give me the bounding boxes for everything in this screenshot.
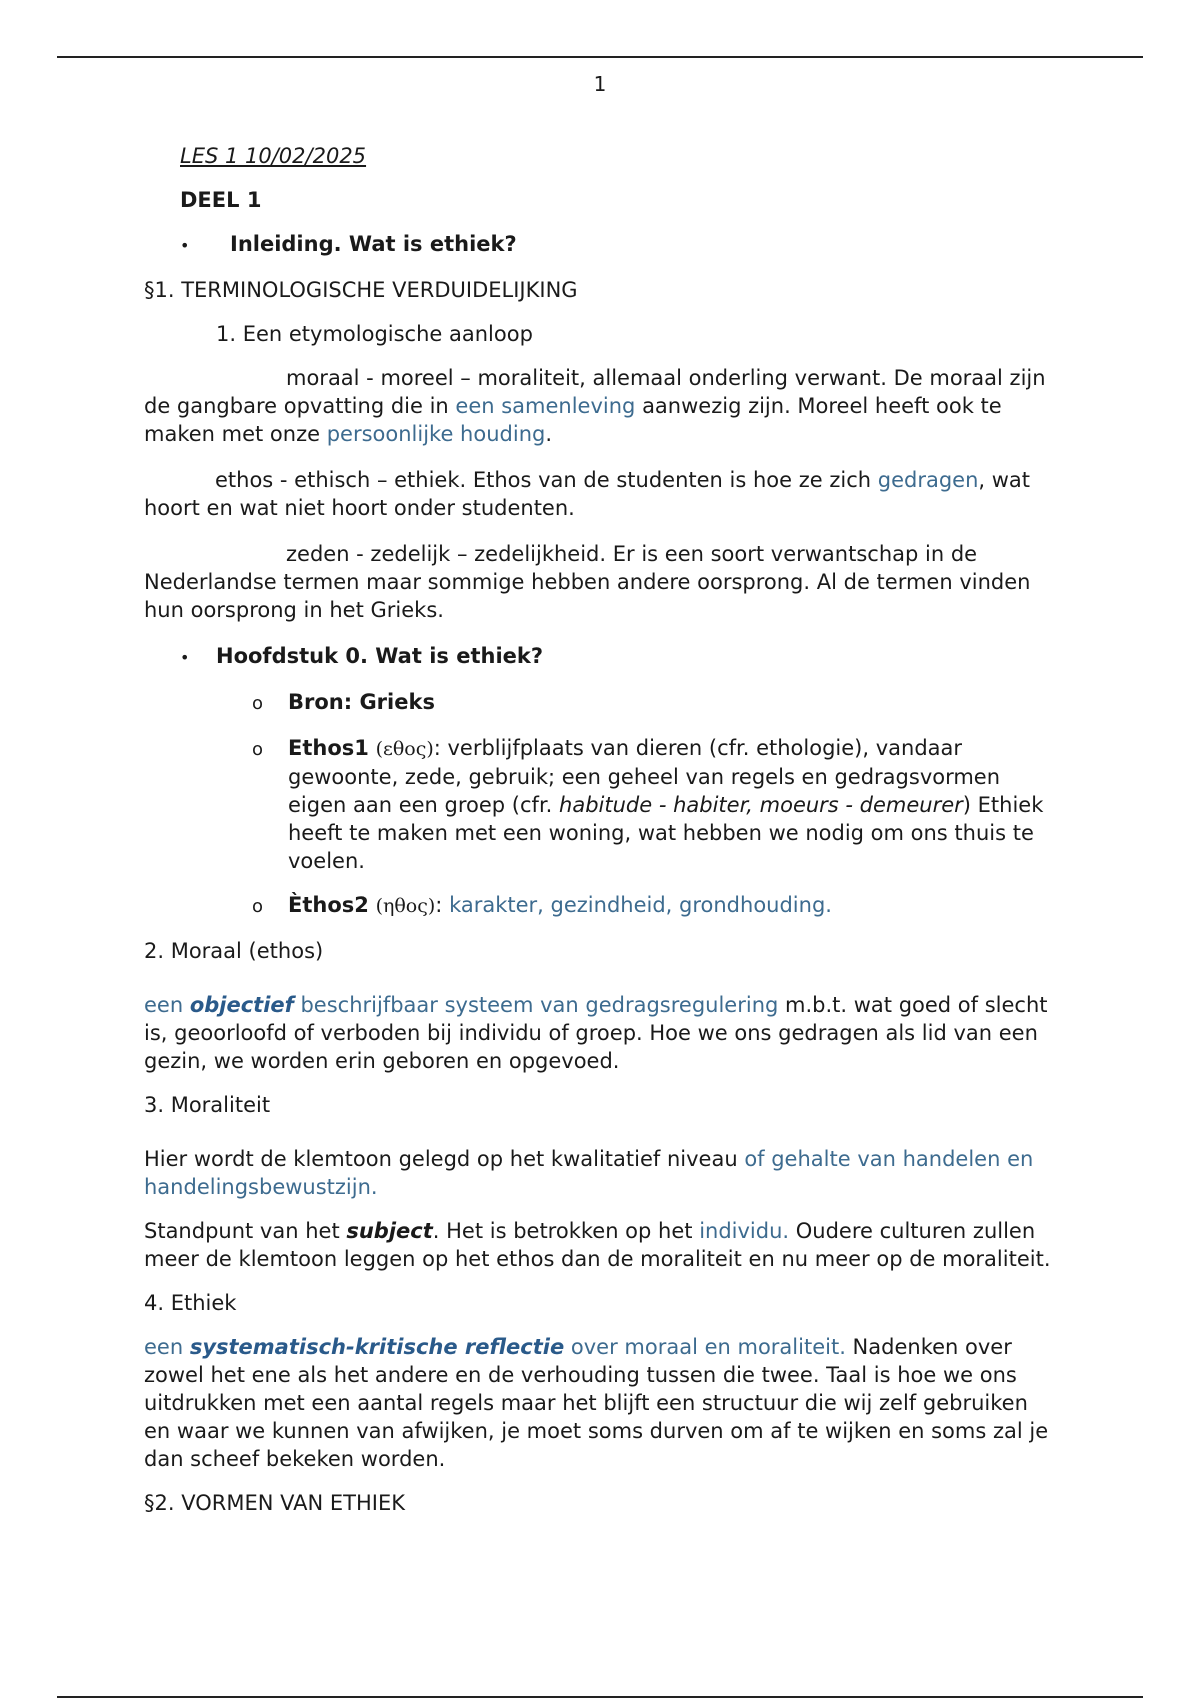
section1-title: §1. TERMINOLOGISCHE VERDUIDELIJKING <box>144 278 578 302</box>
circle-bullet-icon: o <box>252 739 264 760</box>
list-item <box>252 734 1054 875</box>
highlight-gedragen: gedragen <box>877 468 979 492</box>
section1-subheading: 1. Een etymologische aanloop <box>216 322 533 346</box>
footer-rule <box>57 1696 1143 1698</box>
ethiek-heading: 4. Ethiek <box>144 1291 237 1315</box>
part-heading: DEEL 1 <box>180 188 262 212</box>
zeden-paragraph: zeden - zedelijk – zedelijkheid. Er is een soort verwantschap in de Nederlandse termen maar sommige hebben andere oorsprong. Al de termen vinden hun oorsprong in het Grieks. <box>144 542 1031 622</box>
moraliteit-paragraph-1: Hier wordt de klemtoon gelegd op het kwalitatief niveau of gehalte van handelen en handelingsbewustzijn. <box>144 1147 1034 1199</box>
list-item <box>252 688 1054 718</box>
list-item <box>252 891 1054 921</box>
moraal-paragraph: moraal - moreel – moraliteit, allemaal onderling verwant. De moraal zijn de gangbare opvatting die in een samenleving aanwezig zijn. Moreel heeft ook te maken met onze persoonlijke houding. <box>144 366 1046 446</box>
highlight-persoonlijke-houding: persoonlijke houding <box>326 422 546 446</box>
moraliteit-heading: 3. Moraliteit <box>144 1093 271 1117</box>
bron-label: Bron: Grieks <box>288 690 435 714</box>
ethiek-paragraph: een systematisch-kritische reflectie over moraal en moraliteit. Nadenken over zowel het ene als het andere en de verhouding tussen die twee. Taal is hoe we ons uitdrukken met een aantal regels maar het blijft een structuur die wij zelf gebruiken en waar we kunnen van afwijken, je moet soms durven om af te wijken en soms zal je dan scheef bekeken worden. <box>144 1335 1049 1471</box>
intro-bullet-text: Inleiding. Wat is ethiek? <box>230 232 517 256</box>
hoofdstuk-title: Hoofdstuk 0. Wat is ethiek? <box>216 644 544 668</box>
circle-bullet-icon: o <box>252 693 264 714</box>
highlight-samenleving: een samenleving <box>455 394 636 418</box>
intro-bullet <box>144 230 1054 260</box>
ethos2-text: Èthos2 (ηθος): karakter, gezindheid, grondhouding. <box>288 893 832 917</box>
document-body <box>144 142 1054 1517</box>
header-rule <box>57 56 1143 58</box>
hoofdstuk-bullet <box>144 642 1054 672</box>
ethos-paragraph: ethos - ethisch – ethiek. Ethos van de studenten is hoe ze zich gedragen, wat hoort en wat niet hoort onder studenten. <box>144 468 1031 520</box>
section2-title: §2. VORMEN VAN ETHIEK <box>144 1491 405 1515</box>
moraal-definition: een objectief beschrijfbaar systeem van gedragsregulering m.b.t. wat goed of slecht is, geoorloofd of verboden bij individu of groep. Hoe we ons gedragen als lid van een gezin, we worden erin geboren en opgevoed. <box>144 993 1048 1073</box>
ethos1-text: Ethos1 (εθος): verblijfplaats van dieren (cfr. ethologie), vandaar gewoonte, zede, gebruik; een geheel van regels en gedragsvormen eigen aan een groep (cfr. habitude - habiter, moeurs - demeurer) Ethiek heeft te maken met een woning, wat hebben we nodig om ons thuis te voelen. <box>288 736 1044 873</box>
moraliteit-paragraph-2: Standpunt van het subject. Het is betrokken op het individu. Oudere culturen zullen meer de klemtoon leggen op het ethos dan de moraliteit en nu meer op de moraliteit. <box>144 1219 1051 1271</box>
moraal-heading: 2. Moraal (ethos) <box>144 939 324 963</box>
bullet-icon: • <box>180 648 190 667</box>
greek-ethos2: (ηθος) <box>375 895 436 917</box>
greek-ethos1: (εθος) <box>375 738 434 760</box>
bullet-icon: • <box>180 236 190 255</box>
lesson-date: LES 1 10/02/2025 <box>180 144 367 168</box>
circle-bullet-icon: o <box>252 896 264 917</box>
page-number: 1 <box>593 72 607 96</box>
